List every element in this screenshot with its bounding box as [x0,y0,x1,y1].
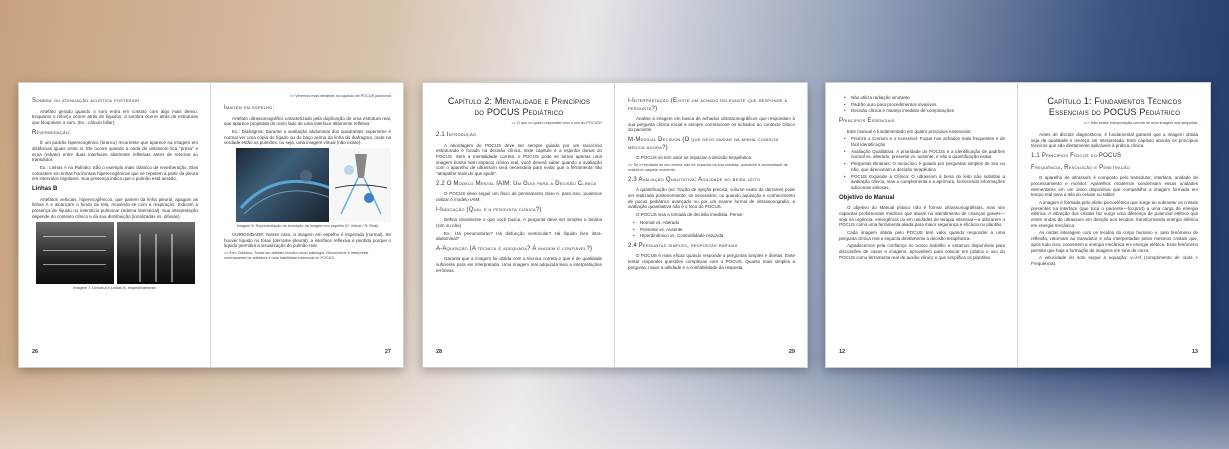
page-29 [615,83,807,367]
bullet-item: • Priorize o Comum e o Acessível: Foque nos achados mais frequentes e de fácil identificação [851,136,1005,147]
paragraph: O POCUS é mais eficaz quando responde a perguntas simples e diretas. Evite tentar responder questões complexas com o POCUS. Quanto mais simples a pergunta, maior a utilidade e a confiabilidade da resposta. [628,253,795,270]
bullet-item: • Perguntas Binárias: O raciocínio é guiado por perguntas simples de sim ou não, que direcionam a decisão terapêutica [851,161,1005,172]
paragraph: O objetivo do Manual prático não é formar ultrassonografistas, mas sim capacitar profissionais médicos que atuam no atendimento de crianças graves—seja na urgência, emergência ou em unidades de terapia intensiva—a utilizarem o POCUS como uma ferramenta aliada para maior segurança e eficácia no plantão. [839,205,1005,228]
paragraph: Analise a imagem em busca de achados ultrassonográficos que respondam à sua pergunta clínica inicial e sempre correlacione os achados ao contexto clínico do paciente. [628,116,795,133]
paragraph: Artefatos verticais, hiperecogênicos, que partem da linha pleural, apagam as linhas A e alcançam o fundo da tela, movendo-se com a respiração. Indicam a presença de líquido no interstício pulmonar (edema intersticial). Sua interpretação depende do contexto clínico e da sua distribuição (localizadas vs. difusas). [32,196,198,219]
page-26 [19,83,211,367]
page-28 [423,83,615,367]
page-number: 27 [384,349,391,356]
paragraph: Cada imagem obtida pelo POCUS tem valor quando responder a uma pergunta clínica real e impacta diretamente a decisão terapêutica. [839,229,1005,241]
paragraph: As ondas interagem com os tecidos do corpo humano e, pelo fenômeno de reflexão, retornam ao transdutor e são interpretadas pelos mesmos cristais que, após tudo isso, convertem a energia mecânica em energia elétrica. Esse fenômeno permite que haja a formação de imagens em tons de cinza. [1031,230,1198,253]
mirror-image-figure [236,148,391,222]
epigraph: >> Veremos mais detalhes no capítulo de POCUS pulmonar [289,94,391,98]
section-heading: Imagem em espelho: [224,105,275,111]
paragraph: Ex.: Há pneumotórax? Há disfunção ventricular? Há líquido livre intra-abdominal? [436,230,602,242]
lung-b-lines-image [117,222,195,284]
section-heading: 2.2 O Modelo Mental IAIM: Um Guia para a Decisão Clínica [436,180,597,187]
page-27 [211,83,403,367]
bullet-item: • Presente vs. Ausente [640,227,795,233]
section-heading: Objetivo do Manual [839,194,895,201]
section-heading: I-Interpretação (Existe um achado relevante que responde à pergunta?) [628,98,788,112]
epigraph: >> O que eu quero responder com o uso do POCUS? [511,121,602,125]
bullet-item: • Não utiliza radiação ionizante [851,95,1005,101]
section-heading: 1.1 Princípios Físicos do POCUS [1031,153,1122,160]
paragraph: Artefato ultrassonográfico caracterizado pela duplicação de uma estrutura real, que aparece projetada do outro lado de uma interface altamente refletiva. [224,115,391,127]
bullet-item: • POCUS Expande a Clínica: O ultrassom à beira do leito não substitui a avaliação clínica, mas a complementa e a aprimora, fornecendo informações adicionais valiosas. [851,174,1005,191]
page-number: 28 [436,349,443,356]
page-number: 12 [839,349,846,356]
book-spread-pages-26-27 [18,82,404,368]
ultrasound-images-row [32,222,198,284]
paragraph: A velocidade do som segue a equação: v=λ×f (comprimento de onda × Frequência). [1031,255,1198,266]
bullet-item: • Avaliação Qualitativa: A prioridade do POCUS é a identificação de padrões normal vs. alterado, presente vs. ausente, e não a quantificação exata [851,149,1005,160]
section-heading: 2.4 Perguntas simples, respostas rápidas [628,242,738,249]
paragraph: É um padrão hiperecogênico (branco) recorrente que aparece na imagem em distâncias iguais entre si. Ele ocorre quando a onda de ultrassom fica "presa" e ecoa (rebate) entre duas interfaces altamente refletivas antes de retornar ao transdutor. [32,140,198,163]
paragraph: Agradecemos pela confiança no nosso trabalho e estamos disponíveis para discussões de casos e imagens, aproveitem para colocar em prática o uso do POCUS como ferramenta real de auxílio clínico e que simplifica os plantões. [839,243,1005,260]
paragraph: A quantificação (ex: fração de ejeção precisa, volume exato de derrame) pode ser realizada posteriormente, se necessário, ou quando aquisição e conhecimento de pocus pediátrico avançado ou por um exame formal de ultrassonografia, a avaliação quantitativa não é o foco do POCUS. [628,187,795,210]
figure-caption: Imagem 7: Linhas A e Linhas B, respectivamente. [73,286,157,291]
section-heading: Reverberação: [32,129,72,136]
section-heading: 2.3 Avaliação Qualitativa: Agilidade no beira leito [628,176,761,183]
diaphragm-curve-graphic [236,148,329,222]
mirror-schematic-graphic [331,148,391,222]
paragraph: O POCUS só tem valor se impactar a decisão terapêutica. [636,155,753,161]
page-number: 29 [788,349,795,356]
section-heading: M-Medical Decision (O que devo mudar na minha conduta médica agora?) [628,137,779,151]
bullet-item: • Normal vs. Alterado [640,220,795,226]
section-heading: Princípios Essenciais [839,118,895,125]
bullet-list [839,136,1005,190]
paragraph: O aparelho de ultrassom é composto pelo transdutor, interface, unidade de processamento e monitor. Aparelhos modernos condensam essas unidades elementares em um único dispositivo que compartilha a imagem formada em tempo real para a tela do celular ou tablet. [1031,175,1198,198]
paragraph: Este manual é fundamentado em quatro princípios essenciais: [847,128,972,134]
paragraph: Ex.: Diafragma: Durante a avaliação abdominal dos quadrantes superiores é normal ver uma cópia do fígado ou do baço acima da linha do diafragma, onde na verdade estão os pulmões, ou seja, uma imagem virtual (não existe). [224,128,391,146]
paragraph: O POCUS deve seguir um fluxo de pensamento claro e, para isso, podemos utilizar o modelo IAIM: [436,191,602,202]
book-spread-pages-28-29 [422,82,808,368]
bullet-item: • Decisão clínica e manejo imediato de complicações [851,108,1005,114]
bullet-list [839,95,1005,114]
bullet-item: • Padrão ouro para procedimentos invasivos [851,102,1005,108]
paragraph: Antes de discutir diagnósticos, é fundamental garantir que a imagem obtida seja de qualidade e mereça ser interpretada. Este capítulo aborda os princípios técnicos que são diretamente aplicáveis à prática clínica. [1031,132,1198,149]
page-13 [1018,83,1210,367]
bullet-item: • Hiperdinâmico vs. Contratilidade reduzida [640,233,795,239]
background-fade [0,359,1229,449]
mirror-diagram [331,148,391,222]
book-spread-pages-12-13 [825,82,1211,368]
section-heading: Sombra ou atenuação acústica posterior [32,98,140,104]
figure-caption: Imagem 8: Representação da formação da imagem em espelho (9: Virtual / R: Real) [236,224,379,229]
paragraph: Defina claramente o que você busca. A pergunta deve ser simples e binária (sim ou não). [436,217,602,228]
paragraph: CURIOSIDADE: Nesse caso, a imagem em espelho é esperada (normal). Se houver líquido no tórax (derrame pleural), a interface reflexiva é perdida porque o líquido permitirá a visualização do pulmão real. [224,231,391,249]
page-number: 13 [1191,349,1198,356]
paragraph: A abordagem do POCUS deve ser sempre guiada por um raciocínio estruturado e focado na decisão clínica. Este capítulo é a espinha dorsal do POCUS. Sem a mentalidade correta, o POCUS pode se tornar apenas uma imagem bonita sem impacto clínico real, você deverá saber quando a avaliação com o aparelho de ultrassom será necessária para evitar que a ferramenta não "atrapalhe mais do que ajude". [436,142,602,177]
epigraph: >>> Não existe interpretação correta de uma imagem mal adquirida. [1083,121,1198,125]
paragraph: Artefato gerado quando o som entra em contato com algo mais denso. Enquanto o reforço ocorre atrás de líquidos, a sombra ocorre atrás de estruturas que bloqueiam o som. (Ex.: cálculo biliar). [32,108,198,125]
side-note: >> Se o resultado do seu exame não for impactar na sua conduta, questione a necessidade de realizá-lo naquele momento. [628,162,788,172]
section-heading: Frequência, Resolução e Penetração [1031,164,1131,171]
lung-a-lines-image [36,222,114,284]
page-number: 26 [32,349,39,356]
ultrasound-liver-image [236,148,329,222]
section-heading: A-Aquisição (A técnica é adequada? A imagem é confiável?) [436,245,593,252]
section-heading: Linhas B [32,186,58,193]
section-heading: 2.1 Introdução [436,132,477,138]
side-note: >> Erro Clássico: Tratar um artefato técnico como patologia. Reconhecer e interpretar corretamente os artefatos é uma habilidade essencial no POCUS. [224,250,369,260]
bullet-list [628,220,795,239]
paragraph: Ex.: Linhas A no Pulmão: São o exemplo mais clássico de reverberação. Elas consistem em linhas horizontais hiperecogênicas que se repetem a partir da pleura em intervalos regulares. Sua presença indica que o pulmão está aerado. [32,164,198,182]
paragraph: Garanta que a imagem foi obtida com a técnica correta e que é de qualidade suficiente para ser interpretada. Uma imagem mal adquirida leva a interpretações errôneas. [436,256,602,273]
chapter-title: Capítulo 1: Fundamentos Técnicos Essenciais do POCUS Pediátrico [1047,96,1182,117]
chapter-title: Capítulo 2: Mentalidade e Princípios do POCUS Pediátrico [447,96,591,117]
page-12 [826,83,1018,367]
section-heading: I-Indicação (Qual é a pergunta clínica?) [436,206,542,213]
paragraph: A imagem é formada pelo efeito piezoelétrico que surge ao submeter os cristais presentes na interface (que toca o paciente—fccqrrrrt) a uma carga de energia elétrica. A vibração dos cristais faz surgir uma diferença de potencial elétrico que emite ondas de ultrassom em direção aos tecidos, transformando energia elétrica em energia mecânica. [1031,199,1198,228]
paragraph: O POCUS visa a tomada de decisão imediata. Pense: [636,212,744,218]
